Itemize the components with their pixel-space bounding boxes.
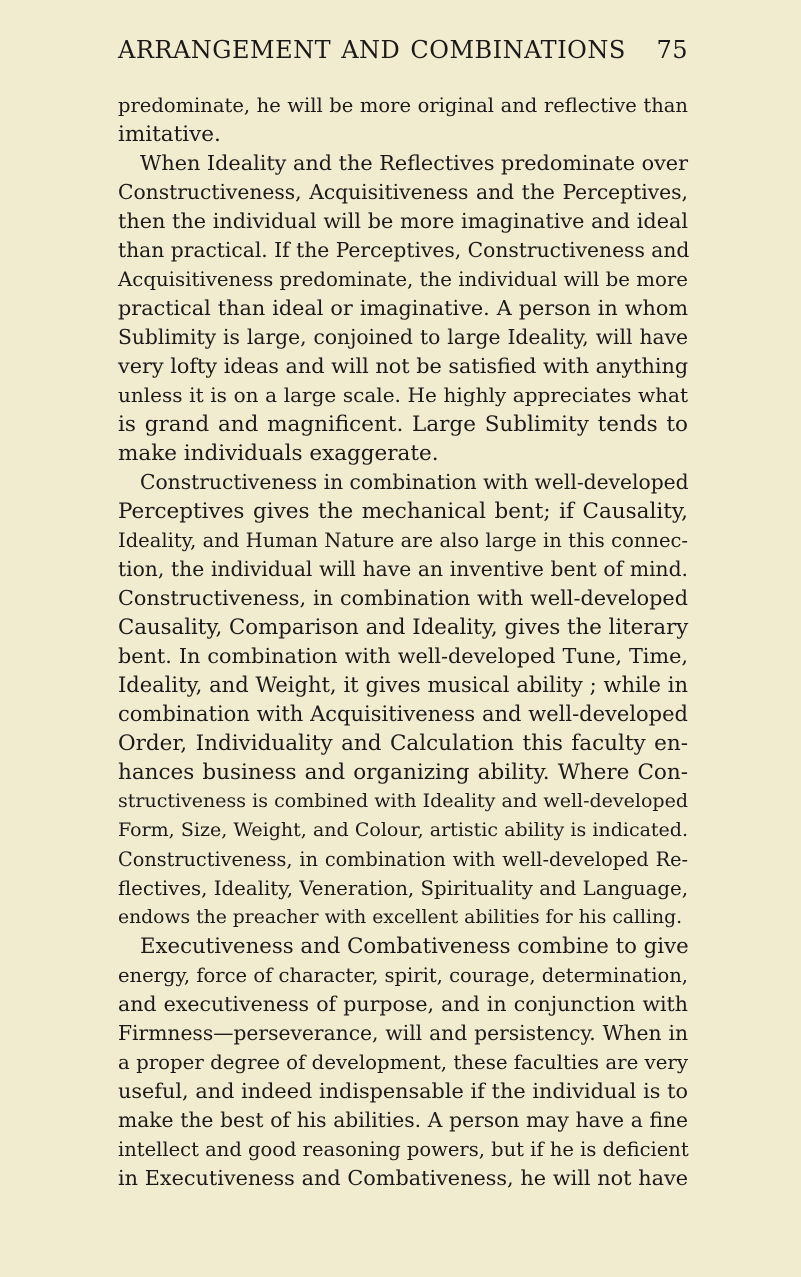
text-line: Form, Size, Weight, and Colour, artistic ability is indicated. xyxy=(118,819,688,841)
text-line: Executiveness and Combativeness combine to give xyxy=(140,934,689,959)
text-line: Acquisitiveness predominate, the individual will be more xyxy=(118,268,688,291)
text-line: Sublimity is large, conjoined to large Ideality, will have xyxy=(118,325,688,349)
text-line: useful, and indeed indispensable if the individual is to xyxy=(118,1079,688,1103)
text-line: and executiveness of purpose, and in conjunction with xyxy=(118,992,688,1016)
text-line: Ideality, and Human Nature are also large in this connec- xyxy=(118,529,688,552)
text-line: Constructiveness in combination with well-developed xyxy=(140,470,689,494)
text-line: Order, Individuality and Calculation this faculty en- xyxy=(118,731,688,756)
text-line: Constructiveness, in combination with well-developed xyxy=(118,586,688,610)
text-line: combination with Acquisitiveness and well-developed xyxy=(118,702,688,726)
text-line: in Executiveness and Combativeness, he will not have xyxy=(118,1166,688,1190)
text-line: Causality, Comparison and Ideality, gives the literary xyxy=(118,615,689,640)
text-line: flectives, Ideality, Veneration, Spirituality and Language, xyxy=(118,877,688,900)
running-title: ARRANGEMENT AND COMBINATIONS xyxy=(118,36,626,64)
text-line: Firmness—perseverance, will and persistency. When in xyxy=(118,1021,688,1045)
text-line: imitative. xyxy=(118,122,221,147)
text-line: Constructiveness, Acquisitiveness and the Perceptives, xyxy=(118,180,688,204)
text-line: structiveness is combined with Ideality and well-developed xyxy=(118,790,688,812)
text-line: make the best of his abilities. A person may have a fine xyxy=(118,1108,688,1132)
text-line: very lofty ideas and will not be satisfied with anything xyxy=(118,354,689,378)
text-line: Constructiveness, in combination with well-developed Re- xyxy=(118,848,688,871)
text-line: make individuals exaggerate. xyxy=(118,441,439,466)
text-line: is grand and magnificent. Large Sublimity tends to xyxy=(118,412,688,437)
text-line: a proper degree of development, these faculties are very xyxy=(118,1051,688,1074)
body-text xyxy=(118,91,688,1193)
text-line: When Ideality and the Reflectives predominate over xyxy=(140,151,688,175)
text-line: than practical. If the Perceptives, Constructiveness and xyxy=(118,238,690,262)
text-line: hances business and organizing ability. Where Con- xyxy=(118,760,688,785)
text-line: practical than ideal or imaginative. A person in whom xyxy=(118,296,688,320)
text-line: tion, the individual will have an inventive bent of mind. xyxy=(118,557,688,581)
text-line: predominate, he will be more original and reflective than xyxy=(118,94,688,117)
text-line: endows the preacher with excellent abilities for his calling. xyxy=(118,907,683,928)
text-line: Perceptives gives the mechanical bent; if Causality, xyxy=(118,499,688,524)
text-line: then the individual will be more imaginative and ideal xyxy=(118,209,688,233)
page-number: 75 xyxy=(656,36,688,64)
text-line: intellect and good reasoning powers, but if he is deficient xyxy=(118,1138,689,1161)
text-line: energy, force of character, spirit, courage, determination, xyxy=(118,964,688,987)
text-line: bent. In combination with well-developed Tune, Time, xyxy=(118,644,688,668)
text-line: unless it is on a large scale. He highly appreciates what xyxy=(118,383,688,407)
running-header xyxy=(118,36,688,64)
text-line: Ideality, and Weight, it gives musical ability ; while in xyxy=(118,673,688,697)
